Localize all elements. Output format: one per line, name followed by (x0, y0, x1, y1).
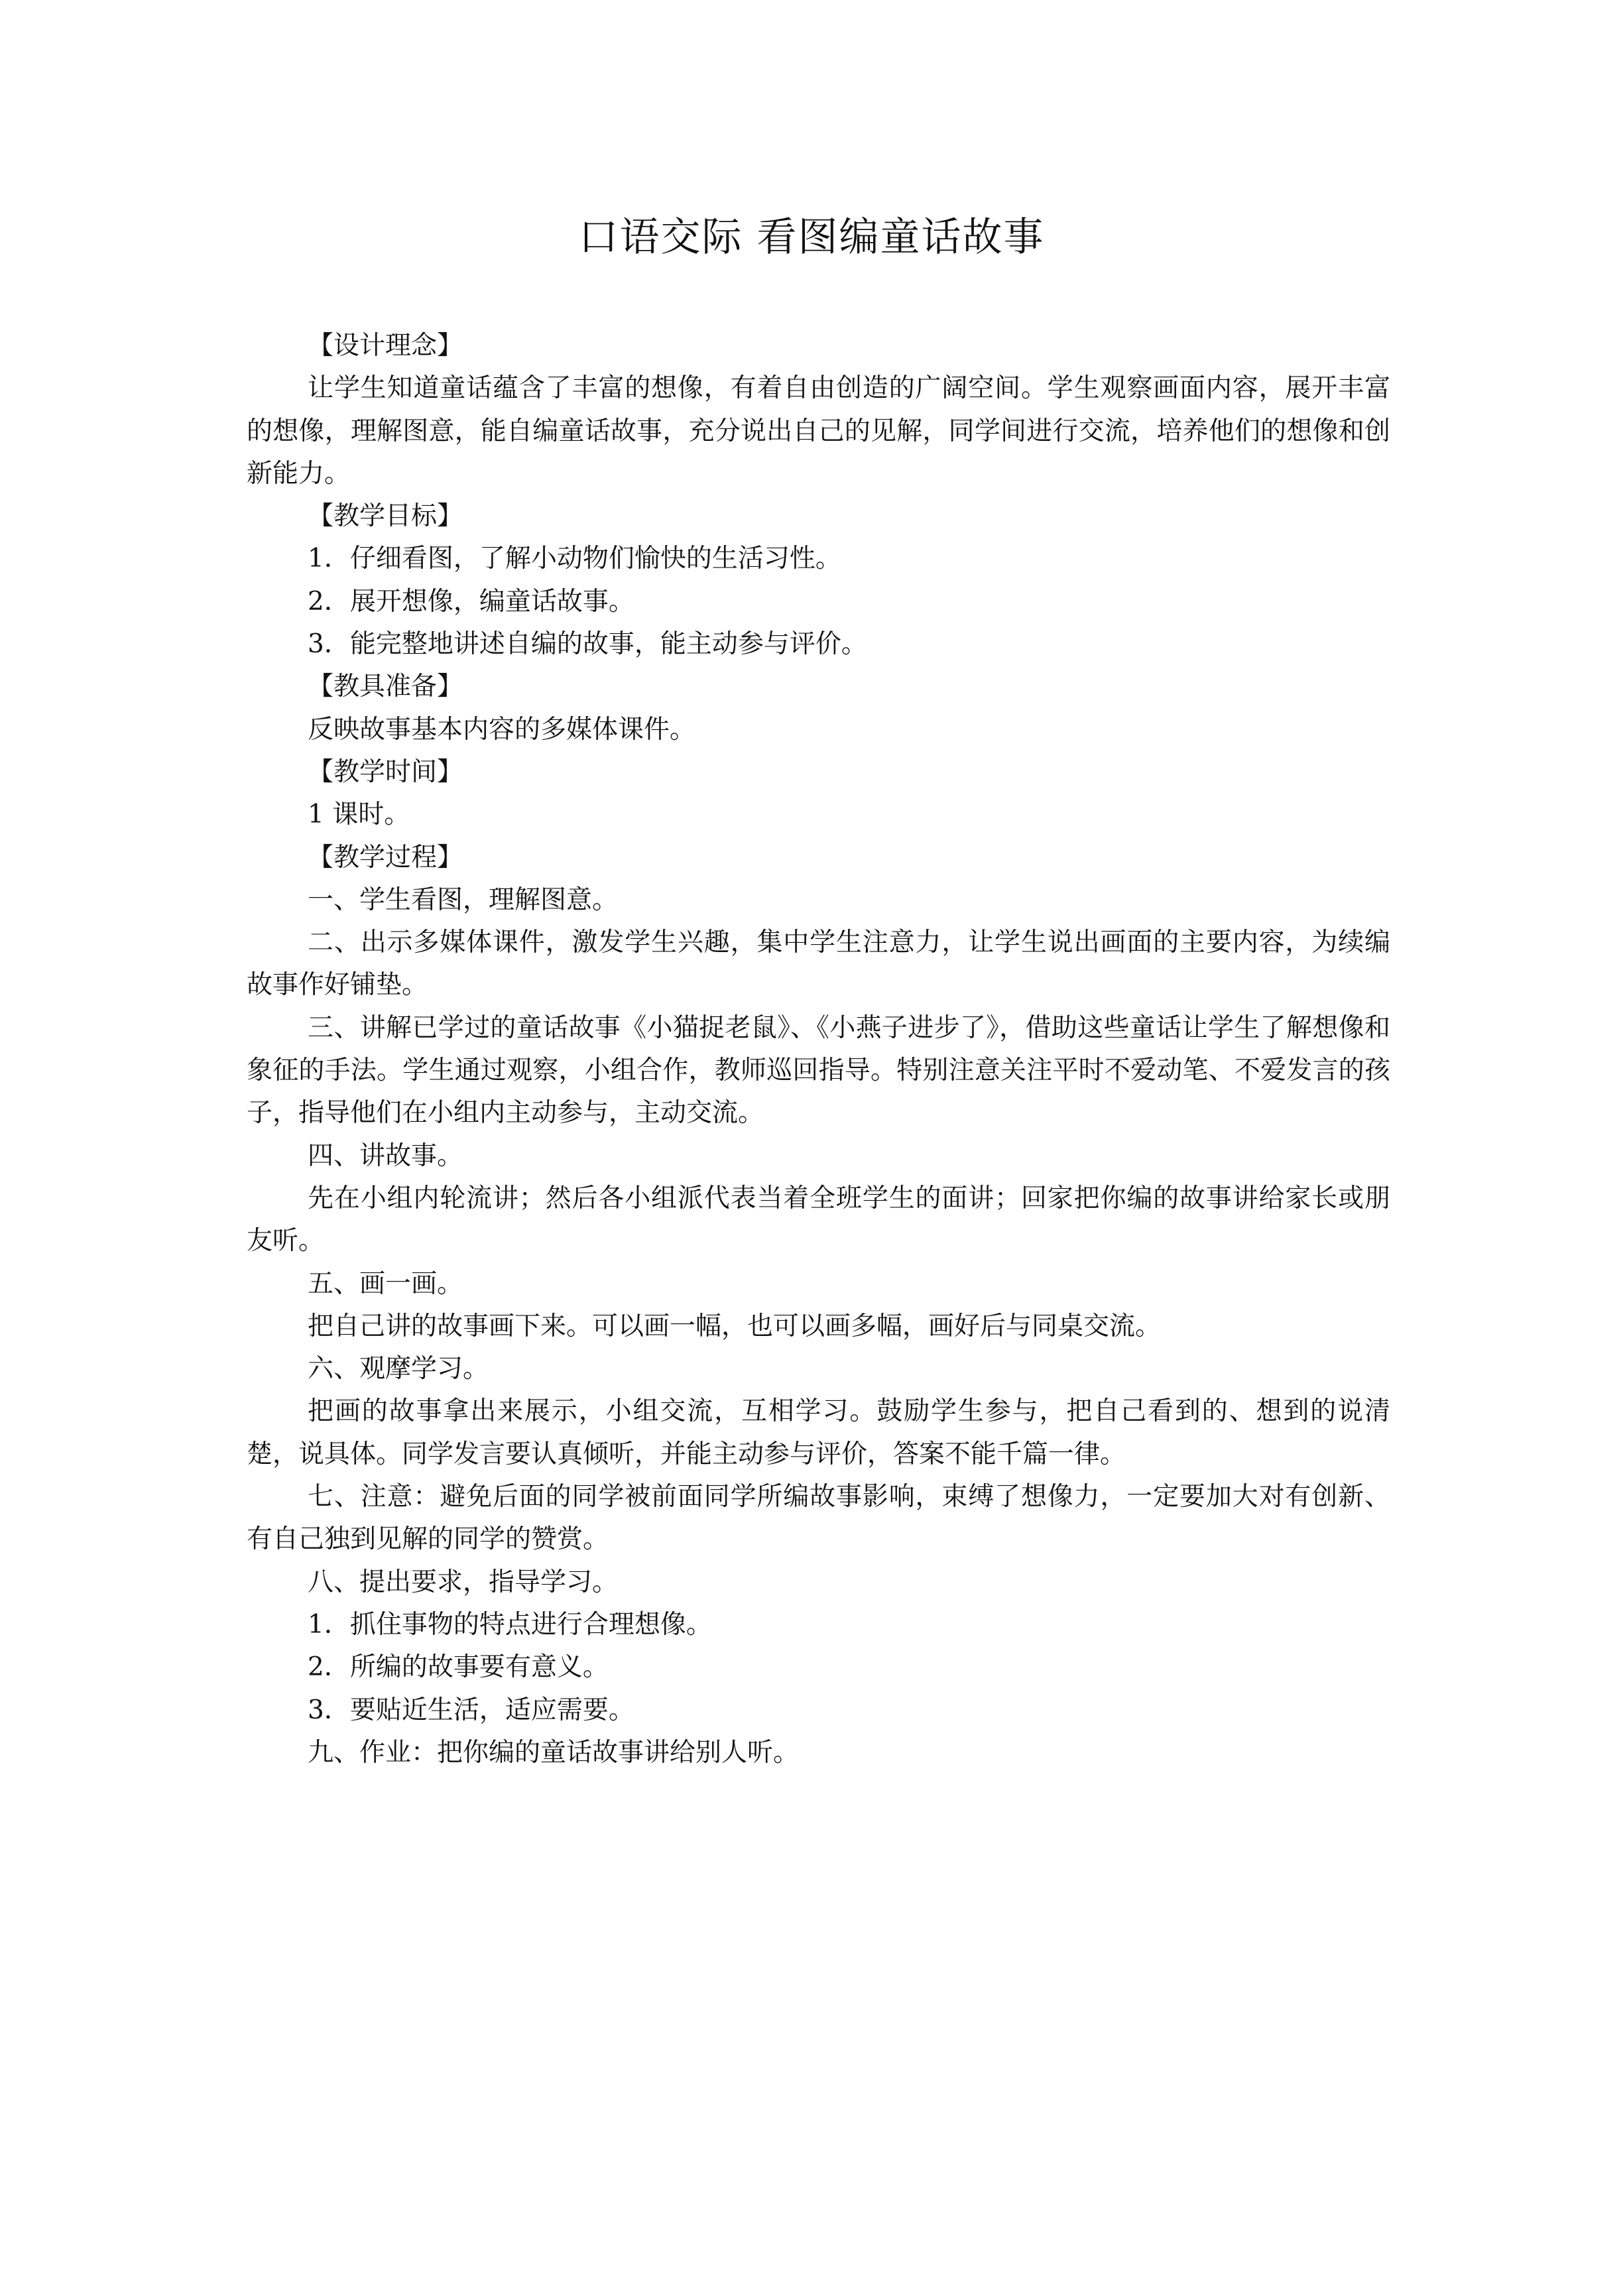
step-item: 一、学生看图，理解图意。 (308, 884, 619, 915)
page-title: 口语交际 看图编童话故事 (578, 214, 1045, 261)
paragraph: 反映故事基本内容的多媒体课件。 (308, 714, 696, 745)
step-item: 六、观摩学习。 (308, 1354, 489, 1384)
document-body (247, 325, 1390, 1774)
step-item: 七、注意：避免后面的同学被前面同学所编故事影响，束缚了想像力，一定要加大对有创新、有自己独到见解的同学的赞赏。 (247, 1482, 1390, 1555)
paragraph: 把画的故事拿出来展示，小组交流，互相学习。鼓励学生参与，把自己看到的、想到的说清楚，说具体。同学发言要认真倾听，并能主动参与评价，答案不能千篇一律。 (247, 1396, 1390, 1469)
step-item: 八、提出要求，指导学习。 (308, 1567, 619, 1597)
step-item: 三、讲解已学过的童话故事《小猫捉老鼠》、《小燕子进步了》，借助这些童话让学生了解想像和象征的手法。学生通过观察，小组合作，教师巡回指导。特别注意关注平时不爱动笔、不爱发言的孩子，指导他们在小组内主动参与，主动交流。 (247, 1012, 1390, 1128)
paragraph: 把自己讲的故事画下来。可以画一幅，也可以画多幅，画好后与同桌交流。 (308, 1311, 1162, 1341)
paragraph: 1 课时。 (308, 800, 410, 830)
list-item: 2．所编的故事要有意义。 (308, 1652, 609, 1683)
step-item: 四、讲故事。 (308, 1140, 463, 1171)
section-heading-teaching-aids: 【教具准备】 (308, 672, 463, 702)
list-item: 3．要贴近生活，适应需要。 (308, 1695, 634, 1725)
list-item: 2．展开想像，编童话故事。 (308, 586, 634, 617)
step-item: 二、出示多媒体课件，激发学生兴趣，集中学生注意力，让学生说出画面的主要内容，为续编故事作好铺垫。 (247, 928, 1390, 1000)
step-item: 五、画一画。 (308, 1268, 463, 1299)
section-heading-teaching-goals: 【教学目标】 (308, 501, 463, 532)
list-item: 1．抓住事物的特点进行合理想像。 (308, 1609, 712, 1640)
step-item: 九、作业：把你编的童话故事讲给别人听。 (308, 1737, 800, 1768)
section-heading-teaching-time: 【教学时间】 (308, 756, 463, 787)
paragraph: 先在小组内轮流讲；然后各小组派代表当着全班学生的面讲；回家把你编的故事讲给家长或朋友听。 (247, 1183, 1390, 1256)
list-item: 3．能完整地讲述自编的故事，能主动参与评价。 (308, 629, 867, 660)
section-heading-design-concept: 【设计理念】 (308, 331, 463, 361)
section-heading-teaching-process: 【教学过程】 (308, 842, 463, 873)
list-item: 1．仔细看图，了解小动物们愉快的生活习性。 (308, 544, 841, 574)
paragraph: 让学生知道童话蕴含了丰富的想像，有着自由创造的广阔空间。学生观察画面内容，展开丰富的想像，理解图意，能自编童话故事，充分说出自己的见解，同学间进行交流，培养他们的想像和创新能力。 (247, 373, 1390, 489)
